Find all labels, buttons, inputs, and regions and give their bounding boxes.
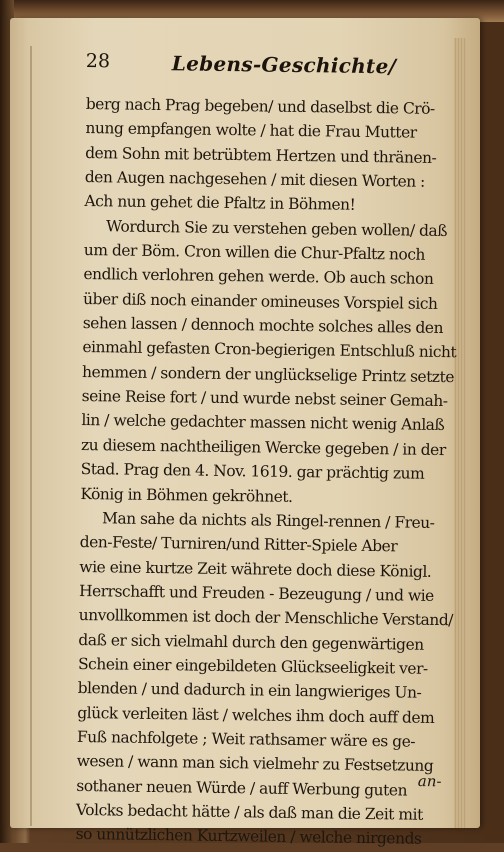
text-line: dem Sohn mit betrübtem Hertzen und thränen- bbox=[85, 143, 437, 167]
text-line: seine Reise fort / und wurde nebst seiner Gemah- bbox=[81, 387, 448, 411]
text-line: sothaner neuen Würde / auff Werbung guten bbox=[76, 776, 408, 800]
text-line: um der Böm. Cron willen die Chur-Pfaltz noch bbox=[83, 241, 426, 264]
page-number: 28 bbox=[85, 50, 111, 73]
text-line: Herrschafft und Freuden - Bezeugung / und wie bbox=[78, 581, 434, 605]
text-line: endlich verlohren gehen werde. Ob auch schon bbox=[83, 265, 434, 289]
page-header bbox=[86, 50, 466, 85]
text-line: sehen lassen / dennoch mochte solches alles den bbox=[82, 314, 444, 338]
text-line: Man sahe da nichts als Ringel-rennen / Freu- bbox=[101, 509, 435, 532]
text-line: hemmen / sondern der unglückselige Printz setzte bbox=[81, 362, 455, 386]
body-text bbox=[75, 92, 462, 852]
text-line: den Augen nachgesehen / mit diesen Worten : bbox=[84, 168, 425, 191]
text-line: Stad. Prag den 4. Nov. 1619. gar prächtig zum bbox=[80, 460, 425, 483]
text-line: Volcks bedacht hätte / als daß man die Zeit mit bbox=[75, 800, 423, 824]
text-line: König in Böhmen gekröhnet. bbox=[80, 484, 293, 506]
text-line: Ach nun gehet die Pfaltz in Böhmen! bbox=[84, 192, 356, 215]
text-line: wie eine kurtze Zeit währete doch diese Königl. bbox=[79, 557, 432, 581]
text-line: daß er sich vielmahl durch den gegenwärtigen bbox=[78, 630, 424, 654]
text-line: wesen / wann man sich vielmehr zu Festsetzung bbox=[76, 752, 434, 776]
text-line: zu diesem nachtheiligen Wercke gegeben / in der bbox=[80, 435, 446, 459]
text-line: blenden / und dadurch in ein langwieriges Un- bbox=[77, 679, 422, 702]
text-line: Wordurch Sie zu verstehen geben wollen/ daß bbox=[106, 217, 448, 240]
text-line: berg nach Prag begeben/ und daselbst die Crö- bbox=[85, 94, 435, 118]
text-line: den-Feste/ Turniren/und Ritter-Spiele Aber bbox=[79, 533, 398, 556]
text-line: über diß noch einander omineuses Vorspiel sich bbox=[82, 289, 438, 313]
running-title: Lebens-Geschichte/ bbox=[171, 51, 397, 79]
text-line: unvollkommen ist doch der Menschliche Verstand/ bbox=[78, 606, 454, 630]
page-fold-line bbox=[30, 46, 32, 826]
text-line: Schein einer eingebildeten Glückseeligkeit ver- bbox=[77, 654, 428, 678]
text-line: glück verleiten läst / welches ihm doch auff dem bbox=[77, 703, 435, 727]
text-line: so unnützlichen Kurtzweilen / welche nirgends bbox=[75, 825, 422, 849]
text-line: lin / welche gedachter massen nicht wenig Anlaß bbox=[81, 411, 445, 435]
catchword: an- bbox=[417, 772, 442, 791]
text-line: nung empfangen wolte / hat die Frau Mutter bbox=[85, 119, 417, 142]
text-line: einmahl gefasten Cron-begierigen Entschluß nicht bbox=[82, 338, 457, 362]
text-line: Fuß nachfolgete ; Weit rathsamer wäre es ge- bbox=[76, 727, 416, 751]
